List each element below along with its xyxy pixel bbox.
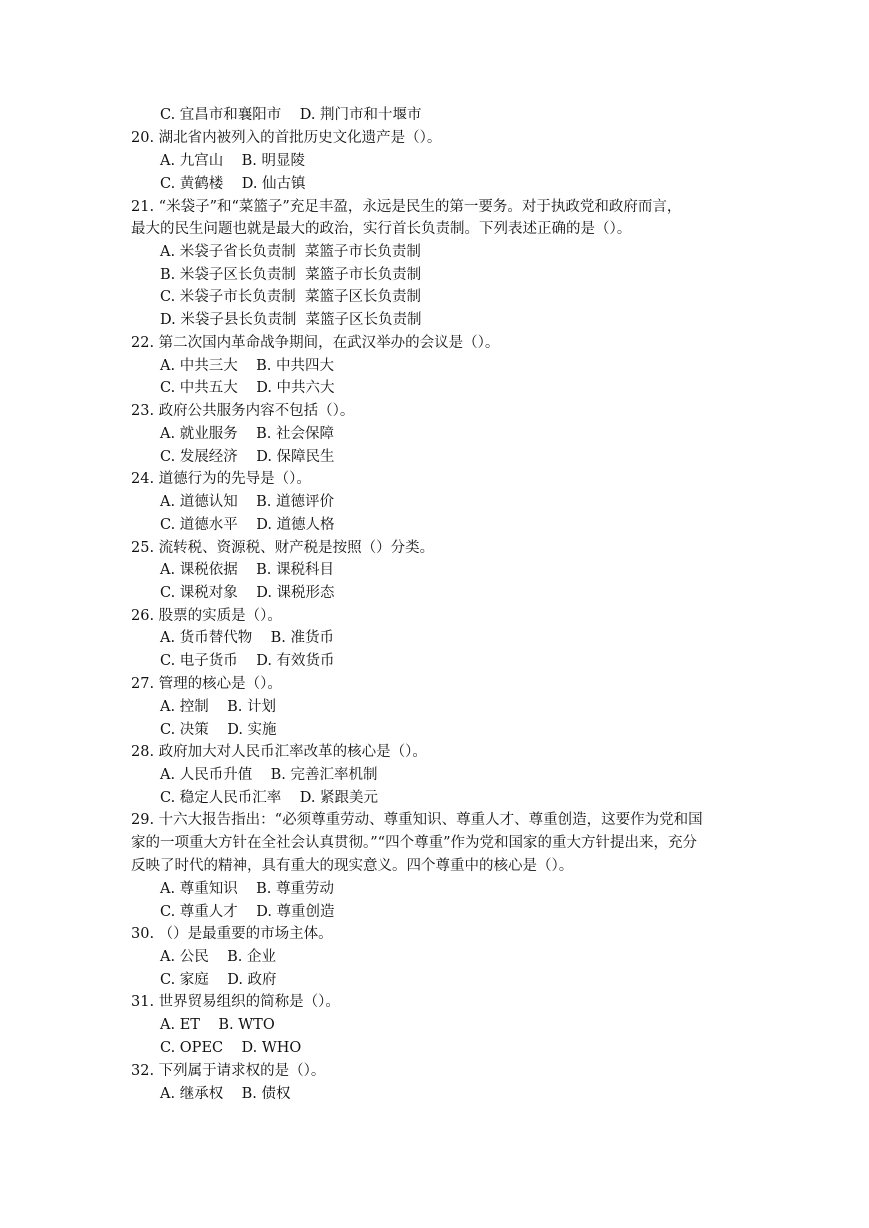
question-line: 最大的民生问题也就是最大的政治，实行首长负责制。下列表述正确的是（）。 xyxy=(131,221,632,237)
question-line: 24. 道德行为的先导是（）。 xyxy=(131,471,311,487)
question-line: 家的一项重大方针在全社会认真贯彻。”“四个尊重”作为党和国家的重大方针提出来，充分 xyxy=(131,835,697,851)
option-line: C. 米袋子市长负责制 菜篮子区长负责制 xyxy=(160,289,422,305)
option-line: C. 中共五大 D. 中共六大 xyxy=(160,380,335,396)
option-line: A. 课税依据 B. 课税科目 xyxy=(160,562,334,578)
question-line: 20. 湖北省内被列入的首批历史文化遗产是（）。 xyxy=(131,130,442,146)
option-line: C. 课税对象 D. 课税形态 xyxy=(160,585,335,601)
option-line: A. 公民 B. 企业 xyxy=(160,949,276,965)
option-line: A. 货币替代物 B. 准货币 xyxy=(160,630,334,646)
option-line: B. 米袋子区长负责制 菜篮子市长负责制 xyxy=(160,267,422,283)
option-line: A. 米袋子省长负责制 菜篮子市长负责制 xyxy=(160,244,421,260)
option-line: A. 就业服务 B. 社会保障 xyxy=(160,426,334,442)
option-line: C. 尊重人才 D. 尊重创造 xyxy=(160,904,335,920)
option-line: C. 电子货币 D. 有效货币 xyxy=(160,653,335,669)
question-line: 25. 流转税、资源税、财产税是按照（）分类。 xyxy=(131,540,435,556)
option-line: C. 发展经济 D. 保障民生 xyxy=(160,449,335,465)
option-line: A. 九宫山 B. 明显陵 xyxy=(160,153,305,169)
question-line: 26. 股票的实质是（）。 xyxy=(131,608,282,624)
option-line: A. ET B. WTO xyxy=(160,1017,275,1033)
question-line: 27. 管理的核心是（）。 xyxy=(131,676,282,692)
option-line: A. 中共三大 B. 中共四大 xyxy=(160,358,334,374)
option-line: A. 继承权 B. 债权 xyxy=(160,1086,291,1102)
option-line: C. 决策 D. 实施 xyxy=(160,722,277,738)
option-line: C. 家庭 D. 政府 xyxy=(160,972,277,988)
question-line: 32. 下列属于请求权的是（）。 xyxy=(131,1063,326,1079)
option-line: C. 宜昌市和襄阳市 D. 荆门市和十堰市 xyxy=(160,107,422,123)
option-line: A. 尊重知识 B. 尊重劳动 xyxy=(160,881,334,897)
question-line: 22. 第二次国内革命战争期间，在武汉举办的会议是（）。 xyxy=(131,335,500,351)
option-line: A. 道德认知 B. 道德评价 xyxy=(160,494,334,510)
question-line: 21. “米袋子”和“菜篮子”充足丰盈，永远是民生的第一要务。对于执政党和政府而言， xyxy=(131,199,682,215)
option-line: A. 人民币升值 B. 完善汇率机制 xyxy=(160,767,378,783)
question-line: 反映了时代的精神，具有重大的现实意义。四个尊重中的核心是（）。 xyxy=(131,858,574,874)
question-line: 30. （）是最重要的市场主体。 xyxy=(131,926,333,942)
question-line: 31. 世界贸易组织的简称是（）。 xyxy=(131,994,340,1010)
option-line: C. 道德水平 D. 道德人格 xyxy=(160,517,335,533)
option-line: A. 控制 B. 计划 xyxy=(160,699,276,715)
option-line: D. 米袋子县长负责制 菜篮子区长负责制 xyxy=(160,312,422,328)
option-line: C. 黄鹤楼 D. 仙古镇 xyxy=(160,176,306,192)
option-line: C. OPEC D. WHO xyxy=(160,1040,302,1056)
question-line: 28. 政府加大对人民币汇率改革的核心是（）。 xyxy=(131,744,427,760)
question-line: 23. 政府公共服务内容不包括（）。 xyxy=(131,403,355,419)
option-line: C. 稳定人民币汇率 D. 紧跟美元 xyxy=(160,790,379,806)
question-line: 29. 十六大报告指出：“必须尊重劳动、尊重知识、尊重人才、尊重创造，这要作为党和国 xyxy=(131,812,703,828)
